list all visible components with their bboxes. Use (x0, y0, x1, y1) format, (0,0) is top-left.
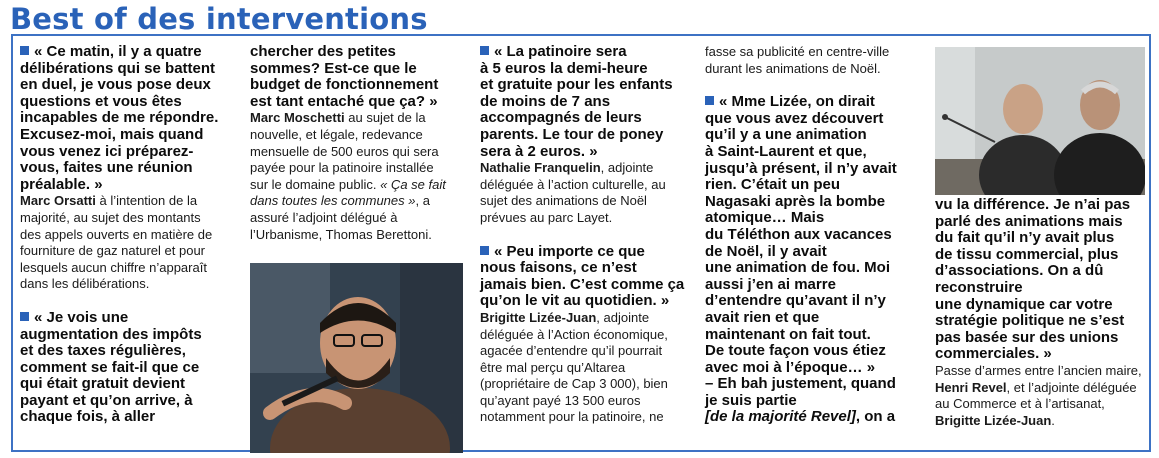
quote-moschetti: chercher des petites sommes? Est-ce que le budget de fonctionnement est tant entaché que ça? » (250, 43, 439, 110)
attribution-orsatti: Marc Orsatti à l’intention de la majorité, au sujet des montants des appels ouverts en matière de fourniture de gaz naturel et pour lesquels aucun chiffre n’apparaît dans les délibérations. (20, 193, 213, 292)
column-4 (705, 44, 930, 426)
column-2 (250, 44, 465, 243)
attribution-moschetti: Marc Moschetti au sujet de la nouvelle, et légale, redevance mensuelle de 500 euros qui sera payée pour la patinoire installée sur le domaine public. « Ça se fait dans toutes les communes », a assuré l’adjoint délégué à l’Urbanisme, Thomas Berettoni. (250, 110, 446, 242)
attribution-franquelin: Nathalie Franquelin, adjointe déléguée à l’action culturelle, au sujet des animations de Noël prévues au parc Layet. (480, 160, 666, 225)
quote-patinoire: « La patinoire sera à 5 euros la demi-heure et gratuite pour les enfants de moins de 7 ans accompagnés de leurs parents. Le tour de poney sera à 2 euros. » (480, 43, 673, 160)
speaker-photo (250, 263, 463, 453)
quote-taxes: « Je vois une augmentation des impôts et des taxes régulières, comment se fait-il que ce qui était gratuit devient payant et qu’on arrive, à chaque fois, à aller (20, 308, 202, 426)
attribution-revel-lizee: Passe d’armes entre l’ancien maire, Henri Revel, et l’adjointe déléguée au Commerce et à l’artisanat, Brigitte Lizée-Juan. (935, 362, 1142, 428)
quote-continuation: vu la différence. Je n’ai pas parlé des animations mais du fait qu’il n’y avait plus de tissu commercial, plus d’associations. On a dû reconstruire une dynamique car votre stratégie politique ne s’est pas basée sur des unions commerciales. » (935, 196, 1131, 363)
council-photo (935, 47, 1145, 195)
bullet-square-icon (480, 246, 489, 255)
column-3 (480, 44, 695, 426)
bullet-square-icon (20, 46, 29, 55)
column-1 (20, 44, 245, 426)
bullet-square-icon (480, 46, 489, 55)
column-5 (935, 197, 1150, 429)
bullet-square-icon (20, 312, 29, 321)
council-illustration (935, 47, 1145, 195)
quote-orsatti: « Ce matin, il y a quatre délibérations qui se battent en duel, je vous pose deux questions et vous êtes incapables de me répondre. Excusez-moi, mais quand vous venez ici préparez- vous, faites une réunion préalable. » (20, 43, 219, 193)
quote-mme-lizee: « Mme Lizée, on dirait que vous avez découvert qu’il y a une animation à Saint-Laurent et que, jusqu’à présent, il n’y avait rien. C’était un peu Nagasaki après la bombe atomique… Mais du Téléthon aux vacances de Noël, il y avait une animation de fou. Moi aussi j’en ai marre d’entendre qu’avant il n’y avait rien et que maintenant on fait tout. De toute façon vous étiez avec moi à l’époque… » – Eh bah justement, quand je suis partie [de la majorité Revel], on a (705, 93, 897, 426)
attribution-lizee-juan: Brigitte Lizée-Juan, adjointe déléguée à l’Action économique, agacée d’entendre qu’il pourrait être mal perçu qu’Altarea (propriétaire de Cap 3 000), bien qu’ayant payé 13 500 euros notamment pour la patinoire, ne (480, 309, 668, 425)
quote-peu-importe: « Peu importe ce que nous faisons, ce n’est jamais bien. C’est comme ça qu’on le vit au quotidien. » (480, 242, 685, 310)
bullet-square-icon (705, 96, 714, 105)
page-title: Best of des interventions (10, 2, 428, 36)
continuation-altarea: fasse sa publicité en centre-ville durant les animations de Noël. (705, 44, 890, 76)
speaker-illustration (250, 263, 463, 453)
